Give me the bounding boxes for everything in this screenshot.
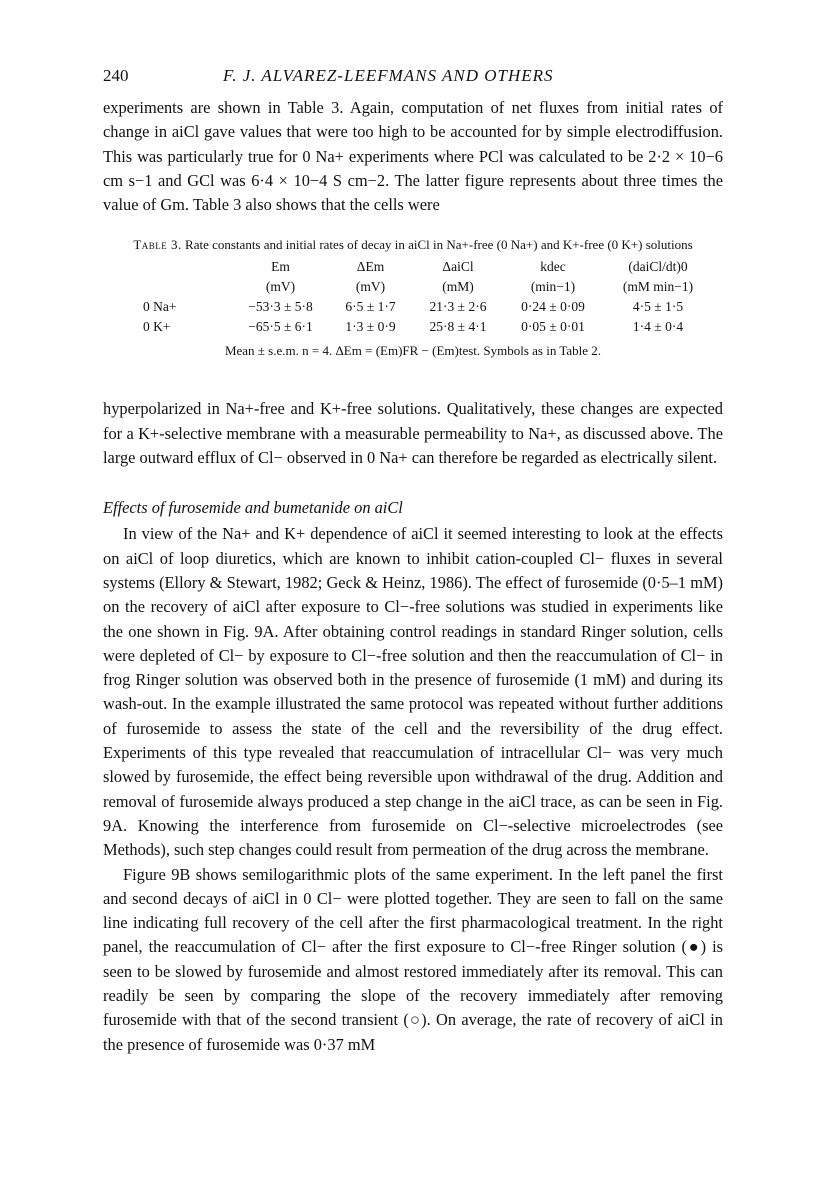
table-cell: 6·5 ± 1·7 bbox=[345, 299, 396, 315]
table-cell: 25·8 ± 4·1 bbox=[429, 319, 487, 335]
col-head: (daiCl/dt)0 bbox=[628, 259, 688, 275]
table-header-names bbox=[143, 257, 713, 277]
col-head: Em bbox=[271, 259, 290, 275]
paragraph-3: In view of the Na+ and K+ dependence of aiCl it seemed interesting to look at the effects on aiCl of loop diuretics, which are known to inhibit cation-coupled Cl− fluxes in several systems (Ellory & Stewart, 1982; Geck & Heinz, 1986). The effect of furosemide (0·5–1 mM) on the recovery of aiCl after exposure to Cl−-free solutions was studied in experiments like the one shown in Fig. 9A. After obtaining control readings in standard Ringer solution, cells were depleted of Cl− by exposure to Cl−-free solution and then the reaccumulation of Cl− in frog Ringer solution was observed both in the presence of furosemide (1 mM) and during its wash-out. In the example illustrated the same protocol was repeated without further additions of furosemide to assess the state of the cell and the reversibility of the drug effect. Experiments of this type revealed that reaccumulation of intracellular Cl− was very much slowed by furosemide, the effect being reversible upon withdrawal of the drug. Addition and removal of furosemide always produced a step change in the aiCl trace, as can be seen in Fig. 9A. Knowing the interference from furosemide on Cl−-selective microelectrodes (see Methods), such step changes could result from permeation of the drug across the membrane. bbox=[103, 524, 723, 860]
running-head: F. J. ALVAREZ-LEEFMANS AND OTHERS bbox=[223, 66, 554, 85]
table-cell: 0·24 ± 0·09 bbox=[521, 299, 585, 315]
table-cell: −53·3 ± 5·8 bbox=[248, 299, 313, 315]
col-head: kdec bbox=[540, 259, 566, 275]
table-label: Table 3. bbox=[133, 237, 182, 253]
paragraph-4: Figure 9B shows semilogarithmic plots of the same experiment. In the left panel the first and second decays of aiCl in 0 Cl− were plotted together. They are seen to fall on the same line indicating full recovery of the cell after the first pharmacological treatment. In the right panel, the reaccumulation of Cl− after the first exposure to Cl−-free Ringer solution (●) is seen to be slowed by furosemide and almost restored immediately after its removal. This can readily be seen by comparing the slope of the recovery immediately after removing furosemide with that of the second transient (○). On average, the rate of recovery of aiCl in the presence of furosemide was 0·37 mM bbox=[103, 864, 723, 1054]
paragraph-2: hyperpolarized in Na+-free and K+-free solutions. Qualitatively, these changes are expected for a K+-selective membrane with a measurable permeability to Na+, as discussed above. The large outward efflux of Cl− observed in 0 Na+ can therefore be regarded as electrically silent. bbox=[103, 399, 723, 468]
table-title: Rate constants and initial rates of decay in aiCl in Na+-free (0 Na+) and K+-free (0 K+) solutions bbox=[185, 237, 693, 253]
table-footnote: Mean ± s.e.m. n = 4. ΔEm = (Em)FR − (Em)test. Symbols as in Table 2. bbox=[224, 343, 602, 359]
table-cell: 21·3 ± 2·6 bbox=[429, 299, 487, 315]
table-cell: −65·5 ± 6·1 bbox=[248, 319, 313, 335]
table-header-units bbox=[143, 277, 713, 297]
page-header bbox=[103, 66, 723, 92]
table-row bbox=[143, 317, 713, 337]
col-unit: (mM) bbox=[442, 279, 474, 295]
table-cell: 4·5 ± 1·5 bbox=[632, 299, 684, 315]
page bbox=[103, 66, 723, 1057]
table-3 bbox=[143, 257, 713, 337]
table-caption bbox=[103, 237, 723, 253]
row-label: 0 Na+ bbox=[143, 299, 177, 315]
section-heading: Effects of furosemide and bumetanide on aiCl bbox=[103, 498, 403, 518]
col-unit: (min−1) bbox=[530, 279, 576, 295]
col-unit: (mV) bbox=[265, 279, 296, 295]
table-row bbox=[143, 297, 713, 317]
paragraph-1: experiments are shown in Table 3. Again, computation of net fluxes from initial rates of change in aiCl gave values that were too high to be accounted for by simple electrodiffusion. This was particularly true for 0 Na+ experiments where PCl was calculated to be 2·2 × 10−6 cm s−1 and GCl was 6·4 × 10−4 S cm−2. The latter figure represents about three times the value of Gm. Table 3 also shows that the cells were bbox=[103, 98, 723, 215]
table-cell: 1·3 ± 0·9 bbox=[345, 319, 396, 335]
col-unit: (mV) bbox=[355, 279, 386, 295]
row-label: 0 K+ bbox=[143, 319, 171, 335]
col-head: ΔEm bbox=[356, 259, 385, 275]
col-unit: (mM min−1) bbox=[622, 279, 694, 295]
col-head: ΔaiCl bbox=[442, 259, 474, 275]
table-cell: 1·4 ± 0·4 bbox=[632, 319, 684, 335]
page-number: 240 bbox=[103, 66, 129, 85]
table-cell: 0·05 ± 0·01 bbox=[521, 319, 585, 335]
